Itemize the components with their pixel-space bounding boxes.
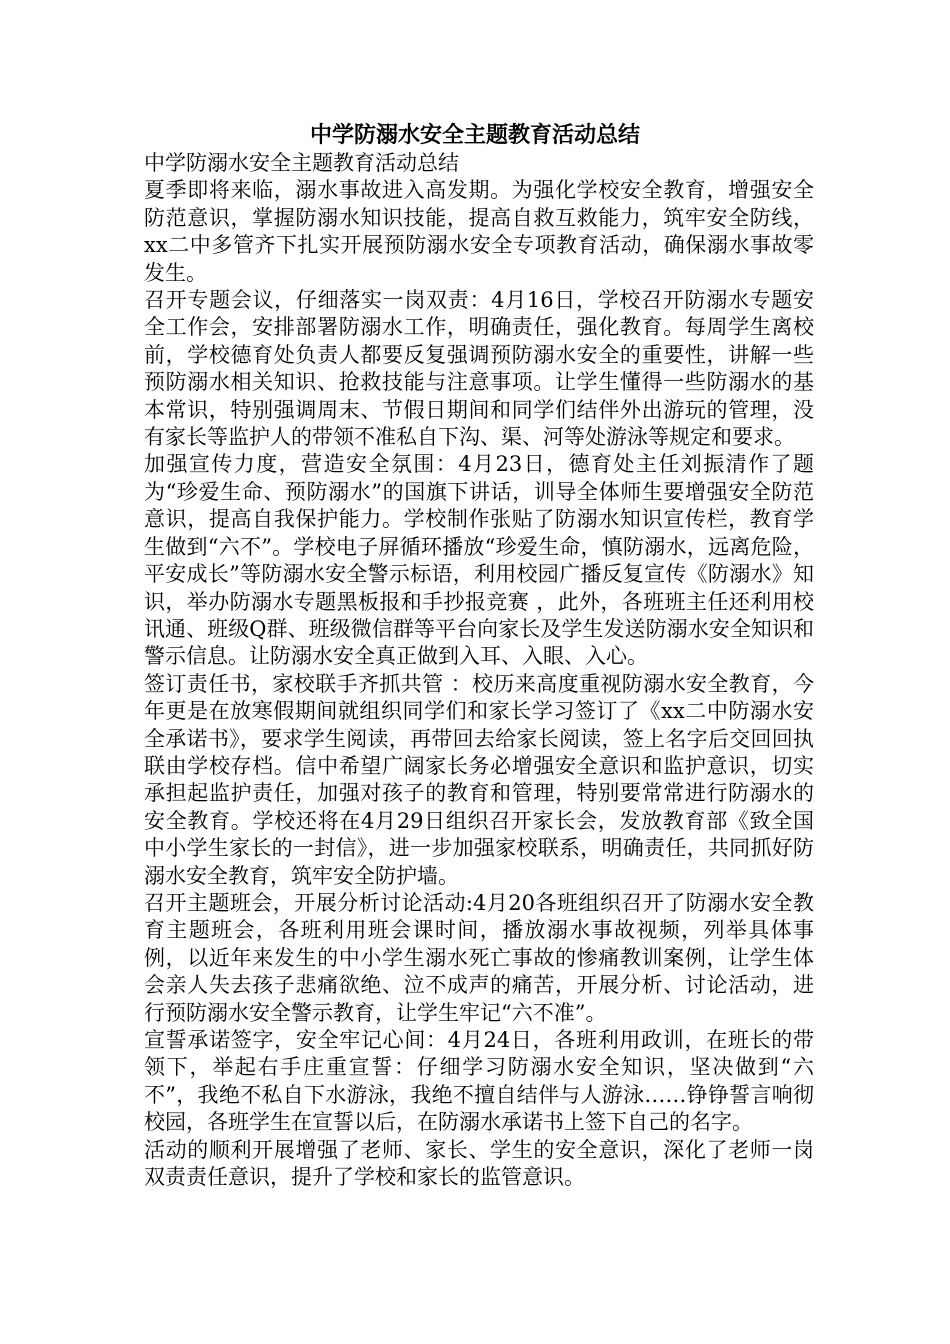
document-body — [144, 150, 814, 1191]
document-title: 中学防溺水安全主题教育活动总结 — [309, 123, 640, 148]
body-paragraph-class-meeting: 召开主题班会，开展分析讨论活动:4月20各班组织召开了防溺水安全教育主题班会，各班利用班会课时间，播放溺水事故视频，列举具体事例，以近年来发生的中小学生溺水死亡事故的惨痛教训案例，让学生体会亲人失去孩子悲痛欲绝、泣不成声的痛苦，开展分析、讨论活动，进行预防溺水安全警示教育，让学生牢记“六不准”。 — [144, 890, 814, 1025]
body-paragraph-oath: 宣誓承诺签字，安全牢记心间：4月24日，各班利用政训，在班长的带领下，举起右手庄重宣誓：仔细学习防溺水安全知识，坚决做到“六不”，我绝不私自下水游泳，我绝不擅自结伴与人游泳……铮铮誓言响彻校园，各班学生在宣誓以后，在防溺水承诺书上签下自己的名字。 — [144, 1028, 814, 1135]
body-paragraph-meeting: 召开专题会议，仔细落实一岗双责：4月16日，学校召开防溺水专题安全工作会，安排部署防溺水工作，明确责任，强化教育。每周学生离校前，学校德育处负责人都要反复强调预防溺水安全的重要性，讲解一些预防溺水相关知识、抢救技能与注意事项。让学生懂得一些防溺水的基本常识，特别强调周末、节假日期间和同学们结伴外出游玩的管理，没有家长等监护人的带领不准私自下沟、渠、河等处游泳等规定和要求。 — [144, 288, 814, 450]
body-paragraph-publicity: 加强宣传力度，营造安全氛围：4月23日，德育处主任刘振清作了题为“珍爱生命、预防溺水”的国旗下讲话，训导全体师生要增强安全防范意识，提高自我保护能力。学校制作张贴了防溺水知识宣传栏，教育学生做到“六不”。学校电子屏循环播放“珍爱生命，慎防溺水，远离危险，平安成长”等防溺水安全警示标语，利用校园广播反复宣传《防溺水》知识，举办防溺水专题黑板报和手抄报竞赛 ，此外，各班班主任还利用校讯通、班级Q群、班级微信群等平台向家长及学生发送防溺水安全知识和警示信息。让防溺水安全真正做到入耳、入眼、入心。 — [144, 452, 814, 669]
body-paragraph-intro: 夏季即将来临，溺水事故进入高发期。为强化学校安全教育，增强安全防范意识，掌握防溺水知识技能，提高自救互救能力，筑牢安全防线，xx二中多管齐下扎实开展预防溺水安全专项教育活动，确保溺水事故零发生。 — [144, 178, 814, 285]
body-paragraph-conclusion: 活动的顺利开展增强了老师、家长、学生的安全意识，深化了老师一岗双责责任意识，提升了学校和家长的监管意识。 — [144, 1137, 814, 1190]
body-paragraph-subtitle: 中学防溺水安全主题教育活动总结 — [144, 151, 459, 175]
body-paragraph-responsibility: 签订责任书，家校联手齐抓共管 ：校历来高度重视防溺水安全教育，今年更是在放寒假期间就组织同学们和家长学习签订了《xx二中防溺水安全承诺书》，要求学生阅读，再带回去给家长阅读，签上名字后交回回执联由学校存档。信中希望广阔家长务必增强安全意识和监护意识，切实承担起监护责任，加强对孩子的教育和管理，特别要常常进行防溺水的安全教育。学校还将在4月29日组织召开家长会，发放教育部《致全国中小学生家长的一封信》，进一步加强家校联系，明确责任，共同抓好防溺水安全教育，筑牢安全防护墙。 — [144, 671, 814, 888]
